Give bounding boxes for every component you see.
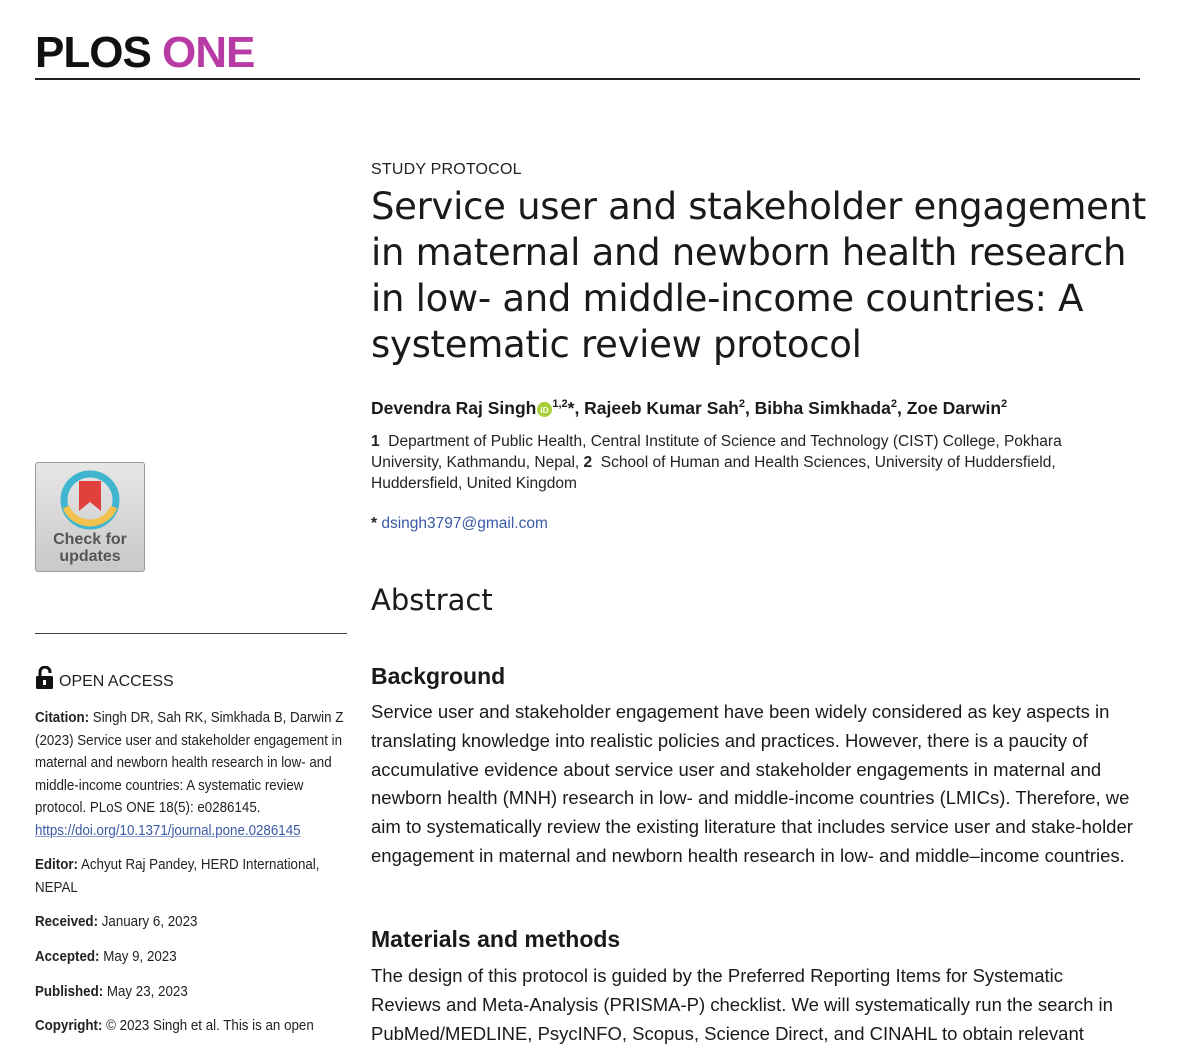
affiliation-number: 2	[583, 454, 593, 471]
citation-text: Singh DR, Sah RK, Simkhada B, Darwin Z (2023) Service user and stakeholder engagement in maternal and newborn health research in low- and middle-income countries: A systematic review protocol. PLoS ONE 18(5): e0286145.	[35, 710, 344, 816]
published-block	[35, 981, 345, 1004]
orcid-icon[interactable]	[537, 402, 552, 417]
svg-text:iD: iD	[540, 404, 550, 415]
article-title: Service user and stakeholder engagement in maternal and newborn health research in low- and middle-income countries: A systematic review protocol	[371, 185, 1146, 366]
copyright-text: © 2023 Singh et al. This is an open	[106, 1018, 314, 1034]
check-for-updates-button[interactable]	[35, 462, 145, 572]
background-heading: Background	[371, 663, 506, 689]
author-name[interactable]: Rajeeb Kumar Sah	[584, 398, 739, 418]
open-access-text: OPEN ACCESS	[59, 673, 174, 690]
received-label: Received:	[35, 914, 99, 930]
author-name[interactable]: Zoe Darwin	[906, 398, 1002, 418]
editor-label: Editor:	[35, 857, 78, 873]
logo-one: ONE	[162, 28, 255, 77]
email-link[interactable]: dsingh3797@gmail.com	[381, 515, 548, 532]
copyright-label: Copyright:	[35, 1018, 103, 1034]
citation-block	[35, 707, 345, 842]
affiliation-text: Department of Public Health, Central Institute of Science and Technology (CIST) College, Pokhara University, Kathmandu, Nepal,	[371, 433, 1062, 471]
author-affiliation-mark: 2	[1001, 398, 1008, 410]
crossmark-icon	[59, 469, 121, 531]
published-label: Published:	[35, 984, 104, 1000]
affiliation-text: School of Human and Health Sciences, University of Huddersfield, Huddersfield, United Kingdom	[371, 454, 1056, 492]
journal-logo[interactable]	[35, 28, 254, 78]
author-list: Devendra Raj Singh iD $^{1,2}$*, Rajeeb Kumar Sah$^2$, Bibha Simkhada$^2$, Zoe Darwin$^2$	[371, 398, 1008, 418]
author-name[interactable]: Devendra Raj Singh	[371, 398, 537, 418]
published-date: May 23, 2023	[106, 984, 188, 1000]
open-access-label	[35, 666, 174, 693]
check-updates-line2: updates	[59, 548, 121, 565]
abstract-heading: Abstract	[371, 583, 493, 617]
received-block	[35, 911, 345, 934]
header-divider	[35, 78, 1140, 80]
accepted-block	[35, 946, 345, 969]
corresponding-email	[371, 513, 548, 534]
author-name[interactable]: Bibha Simkhada	[754, 398, 891, 418]
author-affiliation-mark: 1,2	[552, 398, 568, 410]
corresponding-mark: *	[567, 398, 575, 418]
affiliations	[371, 431, 1111, 494]
author-affiliation-mark: 2	[738, 398, 745, 410]
methods-heading: Materials and methods	[371, 926, 621, 952]
check-updates-line1: Check for	[53, 531, 127, 548]
received-date: January 6, 2023	[101, 914, 198, 930]
sidebar-divider	[35, 633, 347, 634]
author-affiliation-mark: 2	[890, 398, 897, 410]
accepted-date: May 9, 2023	[103, 949, 177, 965]
logo-plos: PLOS	[35, 28, 151, 77]
citation-label: Citation:	[35, 710, 90, 726]
methods-paragraph: The design of this protocol is guided by the Preferred Reporting Items for Systematic Reviews and Meta-Analysis (PRISMA-P) checklist. We will systematically run the search in PubMed/MEDLINE, PsycINFO, Scopus, Science Direct, and CINAHL to obtain relevant	[371, 965, 1113, 1044]
open-lock-icon	[35, 666, 55, 690]
accepted-label: Accepted:	[35, 949, 100, 965]
copyright-block	[35, 1015, 345, 1038]
affiliation-number: 1	[371, 433, 380, 450]
article-type: STUDY PROTOCOL	[371, 161, 522, 178]
editor-text: Achyut Raj Pandey, HERD International, NEPAL	[35, 857, 320, 896]
editor-block	[35, 854, 345, 899]
email-marker: *	[371, 515, 378, 532]
background-paragraph: Service user and stakeholder engagement have been widely considered as key aspects in translating knowledge into realistic policies and practices. However, there is a paucity of accumulative evidence about service user and stakeholder engagements in maternal and newborn health (MNH) research in low- and middle-income countries (LMICs). Therefore, we aim to systematically review the existing literature that includes service user and stake-holder engagement in maternal and newborn health research in low- and middle–income countries.	[371, 701, 1133, 866]
citation-doi-link[interactable]: https://doi.org/10.1371/journal.pone.0286145	[35, 822, 301, 839]
